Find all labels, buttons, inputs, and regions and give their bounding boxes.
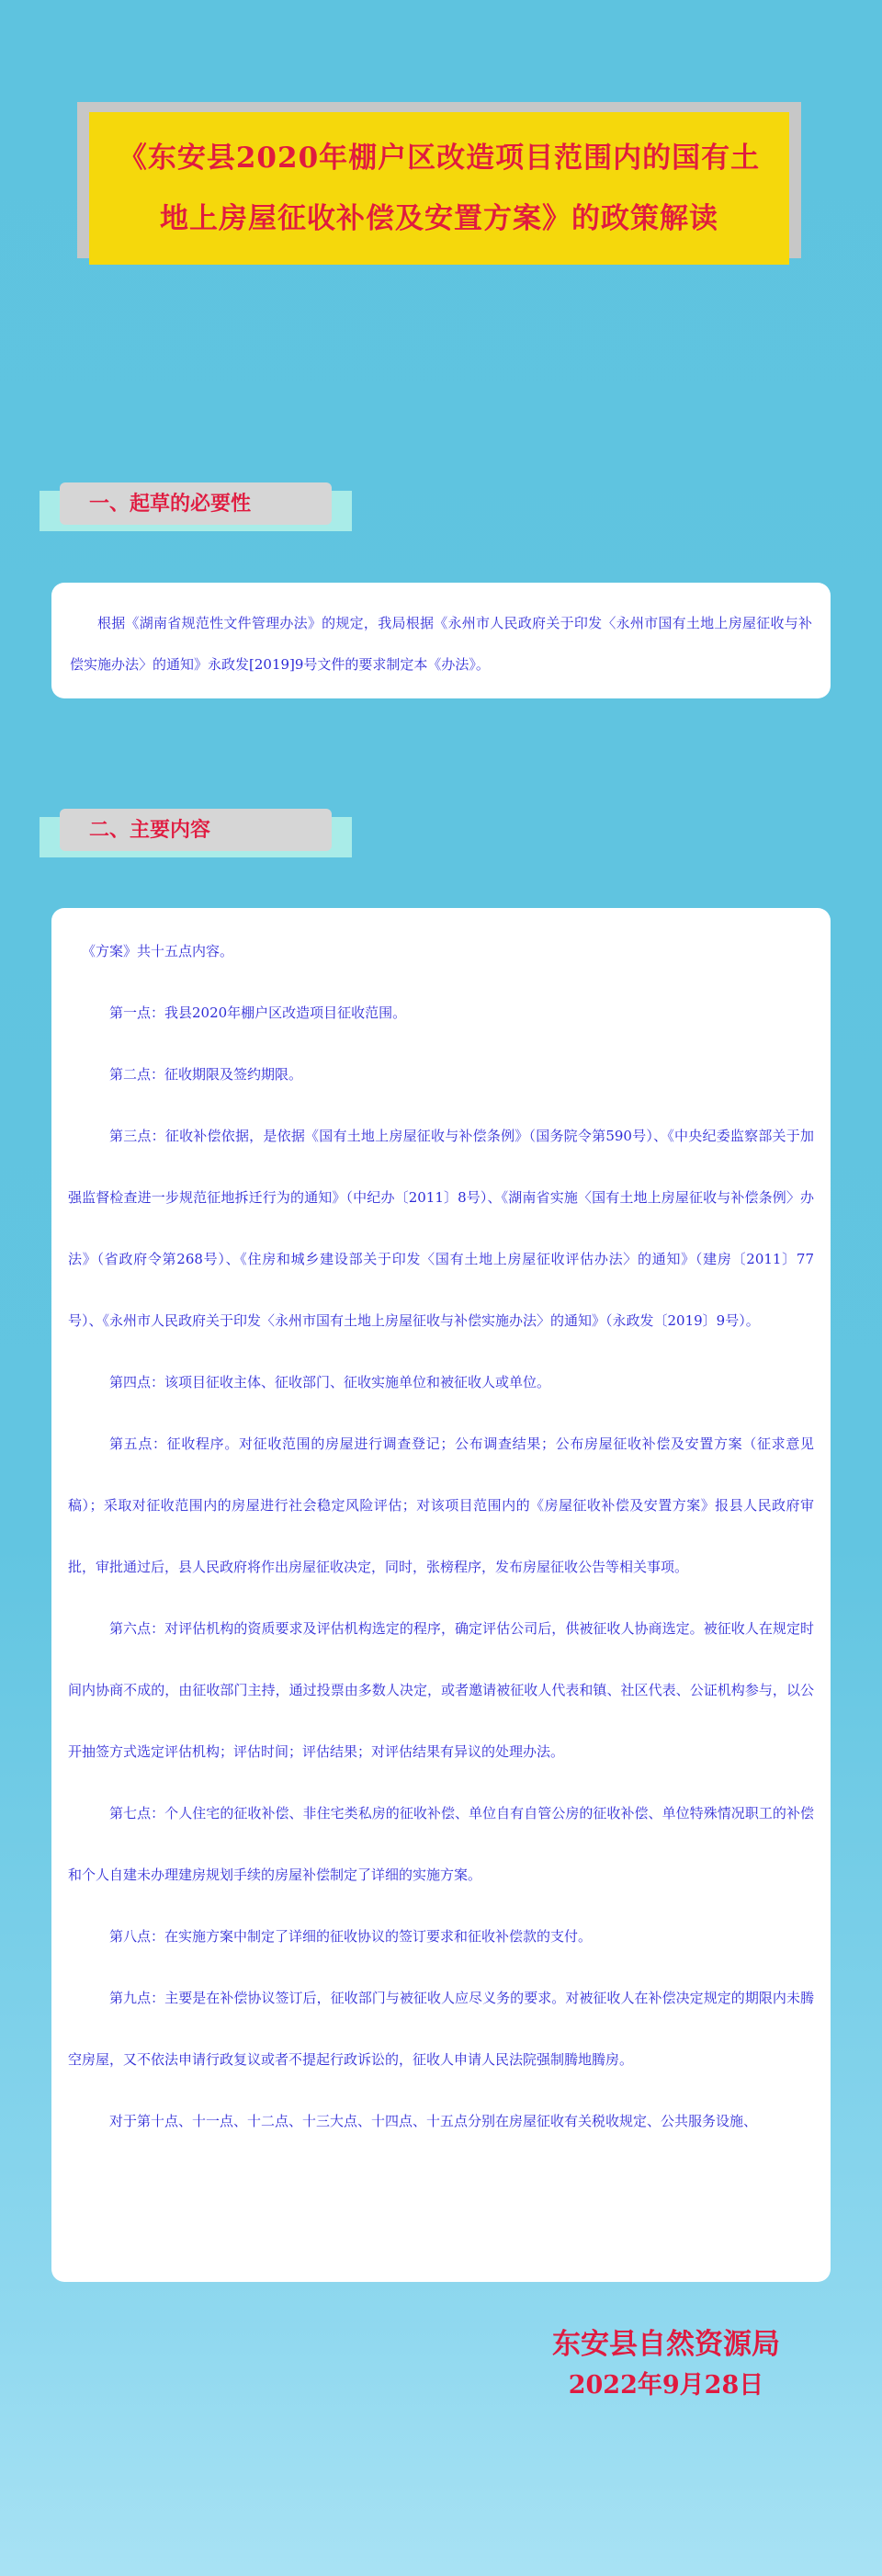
issue-date: 2022年9月28日: [568, 2371, 764, 2400]
paragraph: 第四点：该项目征收主体、征收部门、征收实施单位和被征收人或单位。: [109, 1374, 551, 1390]
paragraph: 根据《湖南省规范性文件管理办法》的规定，我局根据《永州市人民政府关于印发〈永州市国有土地上房屋征收与补偿实施办法〉的通知》永政发[2019]9号文件的要求制定本《办法》。: [70, 615, 812, 673]
title-banner: [89, 112, 789, 265]
issuing-organization: 东安县自然资源局: [552, 2328, 780, 2361]
section-heading: 一、起草的必要性: [60, 482, 332, 525]
section-card-main-content: [51, 908, 831, 2282]
paragraph: 第六点：对评估机构的资质要求及评估机构选定的程序，确定评估公司后，供被征收人协商选定。被征收人在规定时间内协商不成的，由征收部门主持，通过投票由多数人决定，或者邀请被征收人代表和镇、社区代表、公证机构参与，以公开抽签方式选定评估机构；评估时间；评估结果；对评估结果有异议的处理办法。: [68, 1620, 814, 1760]
paragraph: 第七点：个人住宅的征收补偿、非住宅类私房的征收补偿、单位自有自管公房的征收补偿、单位特殊情况职工的补偿和个人自建未办理建房规划手续的房屋补偿制定了详细的实施方案。: [68, 1805, 814, 1883]
paragraph: 第二点：征收期限及签约期限。: [109, 1066, 303, 1083]
footer-signature: [514, 2323, 818, 2406]
section-header-necessity: [40, 482, 352, 536]
paragraph: 第一点：我县2020年棚户区改造项目征收范围。: [109, 1004, 407, 1021]
page-title: 《东安县2020年棚户区改造项目范围内的国有土地上房屋征收补偿及安置方案》的政策解读: [118, 142, 761, 235]
paragraph: 第三点：征收补偿依据，是依据《国有土地上房屋征收与补偿条例》（国务院令第590号）、《中央纪委监察部关于加强监督检查进一步规范征地拆迁行为的通知》（中纪办〔2011〕8号）、《湖南省实施〈国有土地上房屋征收与补偿条例〉办法》（省政府令第268号）、《住房和城乡建设部关于印发〈国有土地上房屋征收评估办法〉的通知》（建房〔2011〕77号）、《永州市人民政府关于印发〈永州市国有土地上房屋征收与补偿实施办法〉的通知》（永政发〔2019〕9号）。: [68, 1128, 814, 1329]
section-header-main-content: [40, 809, 352, 862]
section-heading: 二、主要内容: [60, 809, 332, 851]
paragraph: 第八点：在实施方案中制定了详细的征收协议的签订要求和征收补偿款的支付。: [109, 1928, 593, 1945]
section-card-necessity: [51, 583, 831, 698]
paragraph: 《方案》共十五点内容。: [82, 943, 234, 959]
paragraph: 第九点：主要是在补偿协议签订后，征收部门与被征收人应尽义务的要求。对被征收人在补偿决定规定的期限内未腾空房屋，又不依法申请行政复议或者不提起行政诉讼的，征收人申请人民法院强制腾地腾房。: [68, 1990, 814, 2068]
paragraph: 第五点：征收程序。对征收范围的房屋进行调查登记；公布调查结果；公布房屋征收补偿及安置方案（征求意见稿）；采取对征收范围内的房屋进行社会稳定风险评估；对该项目范围内的《房屋征收补偿及安置方案》报县人民政府审批，审批通过后，县人民政府将作出房屋征收决定，同时，张榜程序，发布房屋征收公告等相关事项。: [68, 1436, 814, 1575]
paragraph: 对于第十点、十一点、十二点、十三大点、十四点、十五点分别在房屋征收有关税收规定、公共服务设施、: [109, 2113, 758, 2129]
